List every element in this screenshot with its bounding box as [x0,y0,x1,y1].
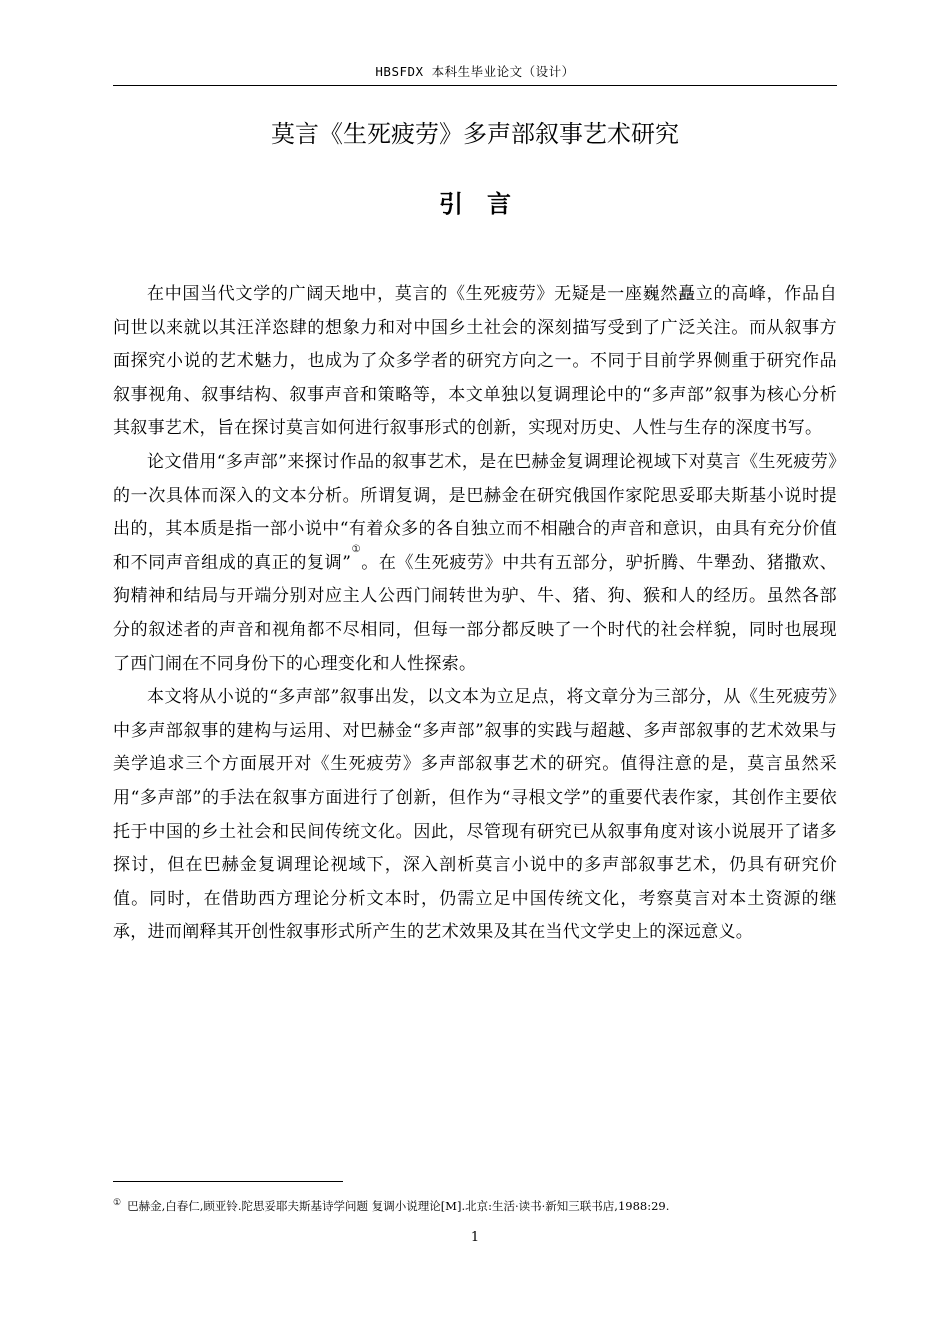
thesis-title: 莫言《生死疲劳》多声部叙事艺术研究 [271,120,679,148]
paragraph-3-text: 本文将从小说的“多声部”叙事出发，以文本为立足点，将文章分为三部分，从《生死疲劳》中多声部叙事的建构与运用、对巴赫金“多声部”叙事的实践与超越、多声部叙事的艺术效果与美学追求三个方面展开对《生死疲劳》多声部叙事艺术的研究。值得注意的是，莫言虽然采用“多声部”的手法在叙事方面进行了创新，但作为“寻根文学”的重要代表作家，其创作主要依托于中国的乡土社会和民间传统文化。因此，尽管现有研究已从叙事角度对该小说展开了诸多探讨，但在巴赫金复调理论视域下，深入剖析莫言小说中的多声部叙事艺术，仍具有研究价值。同时，在借助西方理论分析文本时，仍需立足中国传统文化，考察莫言对本土资源的继承，进而阐释其开创性叙事形式所产生的艺术效果及其在当代文学史上的深远意义。 [113,687,837,943]
footnote [113,1198,853,1214]
paragraph-1-text: 在中国当代文学的广阔天地中，莫言的《生死疲劳》无疑是一座巍然矗立的高峰，作品自问世以来就以其汪洋恣肆的想象力和对中国乡土社会的深刻描写受到了广泛关注。而从叙事方面探究小说的艺术魅力，也成为了众多学者的研究方向之一。不同于目前学界侧重于研究作品叙事视角、叙事结构、叙事声音和策略等，本文单独以复调理论中的“多声部”叙事为核心分析其叙事艺术，旨在探讨莫言如何进行叙事形式的创新，实现对历史、人性与生存的深度书写。 [113,284,837,439]
header-divider [113,85,837,86]
paragraph-2 [113,446,837,681]
paragraph-2-text-a: 论文借用“多声部”来探讨作品的叙事艺术，是在巴赫金复调理论视域下对莫言《生死疲劳》的一次具体而深入的文本分析。所谓复调，是巴赫金在研究俄国作家陀思妥耶夫斯基小说时提出的，其本质是指一部小说中“有着众多的各自独立而不相融合的声音和意识，由具有充分价值和不同声音组成的真正的复调” [113,451,837,573]
footnote-divider [113,1181,343,1182]
footnote-mark: ① [113,1198,122,1208]
paragraph-2-text-b: 。在《生死疲劳》中共有五部分，驴折腾、牛犟劲、猪撒欢、狗精神和结局与开端分别对应主人公西门闹转世为驴、牛、猪、狗、猴和人的经历。虽然各部分的叙述者的声音和视角都不尽相同，但每一部分都反映了一个时代的社会样貌，同时也展现了西门闹在不同身份下的心理变化和人性探索。 [113,552,837,674]
section-heading-introduction: 引言 [439,190,535,218]
running-header: HBSFDX 本科生毕业论文（设计） [375,64,575,79]
footnote-text: 巴赫金,白春仁,顾亚铃.陀思妥耶夫斯基诗学问题 复调小说理论[M].北京:生活·读书·新知三联书店,1988:29. [127,1199,670,1213]
footnote-reference[interactable]: ① [351,543,362,555]
paragraph-3 [113,681,837,950]
body-text [113,278,837,950]
paragraph-1 [113,278,837,446]
page-number: 1 [470,1230,480,1245]
